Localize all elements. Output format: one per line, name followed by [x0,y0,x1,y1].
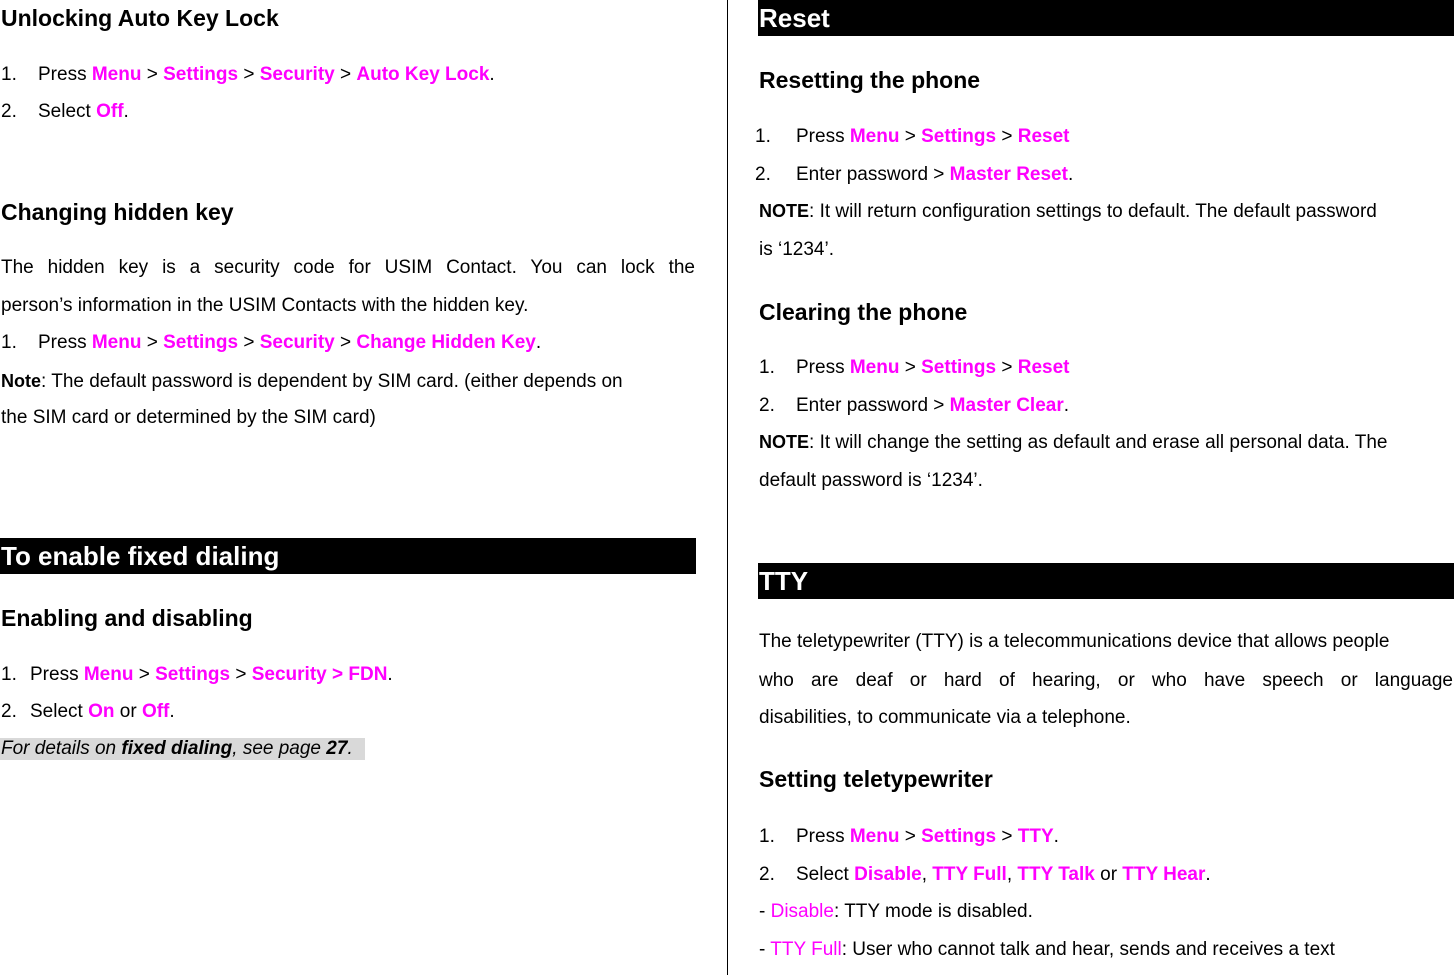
column-divider [727,0,728,975]
section-bar-reset: Reset [758,0,1454,36]
reset-note-line1: NOTE: It will return configuration settings to default. The default password [759,201,1377,222]
tty-desc-line2: who are deaf or hard of hearing, or who have speech or language [759,670,1453,691]
step-auto-key-lock-2: 2. Select Off. [1,101,129,122]
step-tty-1: 1. Press Menu > Settings > TTY. [759,826,1059,847]
hidden-key-desc-line1: The hidden key is a security code for USIM Contact. You can lock the [1,257,695,278]
section-bar-fixed-dialing: To enable fixed dialing [0,538,696,574]
hidden-key-desc-line2: person’s information in the USIM Contacts with the hidden key. [1,295,529,316]
clear-note-line1: NOTE: It will change the setting as default and erase all personal data. The [759,432,1388,453]
step-hidden-key-1: 1. Press Menu > Settings > Security > Change Hidden Key. [1,332,542,353]
step-reset-1: 1. Press Menu > Settings > Reset [755,126,1070,147]
step-fdn-2: 2. Select On or Off. [1,701,175,722]
hidden-key-note-line1: Note: The default password is dependent by SIM card. (either depends on [1,371,623,392]
clear-note-line2: default password is ‘1234’. [759,470,983,491]
page-reference-fixed-dialing[interactable]: For details on fixed dialing, see page 27. [0,738,365,760]
heading-setting-teletypewriter: Setting teletypewriter [759,766,993,792]
section-bar-tty: TTY [758,563,1454,599]
step-clear-1: 1. Press Menu > Settings > Reset [759,357,1070,378]
heading-changing-hidden-key: Changing hidden key [1,199,234,225]
step-fdn-1: 1. Press Menu > Settings > Security > FDN. [1,664,393,685]
hidden-key-note-line2: the SIM card or determined by the SIM card) [1,407,376,428]
tty-option-full: - TTY Full: User who cannot talk and hear, sends and receives a text [759,939,1335,960]
step-auto-key-lock-1: 1. Press Menu > Settings > Security > Auto Key Lock. [1,64,495,85]
reset-note-line2: is ‘1234’. [759,239,834,260]
heading-unlocking-auto-key-lock: Unlocking Auto Key Lock [1,5,279,31]
tty-desc-line1: The teletypewriter (TTY) is a telecommunications device that allows people [759,631,1390,652]
step-tty-2: 2. Select Disable, TTY Full, TTY Talk or TTY Hear. [759,864,1211,885]
heading-clearing-phone: Clearing the phone [759,299,968,325]
step-clear-2: 2. Enter password > Master Clear. [759,395,1070,416]
heading-enabling-disabling: Enabling and disabling [1,605,253,631]
step-reset-2: 2. Enter password > Master Reset. [755,164,1074,185]
heading-resetting-phone: Resetting the phone [759,67,981,93]
tty-desc-line3: disabilities, to communicate via a telephone. [759,707,1131,728]
tty-option-disable: - Disable: TTY mode is disabled. [759,901,1033,922]
